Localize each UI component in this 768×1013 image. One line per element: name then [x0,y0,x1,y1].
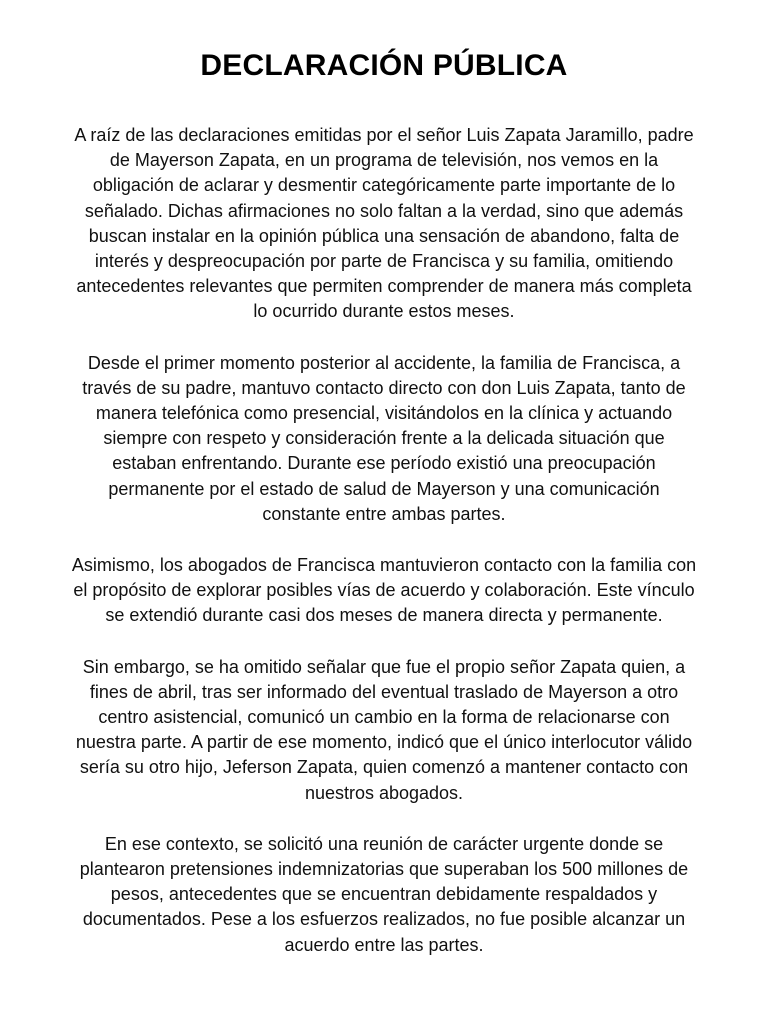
paragraph-line: señalado. Dichas afirmaciones no solo faltan a la verdad, sino que además [84,200,684,221]
paragraph-line: fines de abril, tras ser informado del eventual traslado de Mayerson a otro [89,681,679,702]
paragraph-line: se extendió durante casi dos meses de manera directa y permanente. [105,605,663,626]
paragraph-line: estaban enfrentando. Durante ese período existió una preocupación [112,453,656,474]
paragraph-line: siempre con respeto y consideración frente a la delicada situación que [103,428,665,449]
paragraph-line: En ese contexto, se solicitó una reunión de carácter urgente donde se [104,833,664,854]
paragraph-line: Desde el primer momento posterior al accidente, la familia de Francisca, a [87,352,681,373]
paragraph-line: de Mayerson Zapata, en un programa de televisión, nos vemos en la [109,150,659,171]
paragraph-line: través de su padre, mantuvo contacto directo con don Luis Zapata, tanto de [82,377,686,398]
paragraph-line: el propósito de explorar posibles vías de acuerdo y colaboración. Este vínculo [73,580,695,601]
paragraph-line: pesos, antecedentes que se encuentran debidamente respaldados y [110,884,658,905]
paragraph-line: nuestra parte. A partir de ese momento, indicó que el único interlocutor válido [75,732,693,753]
paragraph-1 [54,123,714,325]
paragraph-3 [54,553,714,629]
paragraph-line: nuestros abogados. [304,782,464,803]
paragraph-line: documentados. Pese a los esfuerzos realizados, no fue posible alcanzar un [82,909,686,930]
paragraph-line: lo ocurrido durante estos meses. [253,301,515,322]
paragraph-line: sería su otro hijo, Jeferson Zapata, quien comenzó a mantener contacto con [79,757,689,778]
document-title: DECLARACIÓN PÚBLICA [200,49,568,82]
paragraph-line: buscan instalar en la opinión pública una sensación de abandono, falta de [88,225,680,246]
paragraph-line: A raíz de las declaraciones emitidas por el señor Luis Zapata Jaramillo, padre [74,125,694,145]
paragraph-line: permanente por el estado de salud de Mayerson y una comunicación [108,478,660,499]
paragraph-line: Asimismo, los abogados de Francisca mantuvieron contacto con la familia con [71,555,697,576]
paragraph-line: acuerdo entre las partes. [284,934,484,955]
paragraph-line: constante entre ambas partes. [262,503,506,524]
paragraph-2 [54,351,714,527]
paragraph-5 [54,832,714,958]
paragraph-line: plantearon pretensiones indemnizatorias que superaban los 500 millones de [79,859,689,880]
paragraph-line: centro asistencial, comunicó un cambio en la forma de relacionarse con [98,707,670,728]
paragraph-4 [54,655,714,806]
paragraph-line: interés y despreocupación por parte de Francisca y su familia, omitiendo [94,251,674,272]
paragraph-line: obligación de aclarar y desmentir categóricamente parte importante de lo [92,175,676,196]
paragraph-line: Sin embargo, se ha omitido señalar que fue el propio señor Zapata quien, a [82,656,686,677]
document-body [54,123,714,958]
paragraph-line: manera telefónica como presencial, visitándolos en la clínica y actuando [95,403,673,424]
paragraph-line: antecedentes relevantes que permiten comprender de manera más completa [76,276,692,297]
